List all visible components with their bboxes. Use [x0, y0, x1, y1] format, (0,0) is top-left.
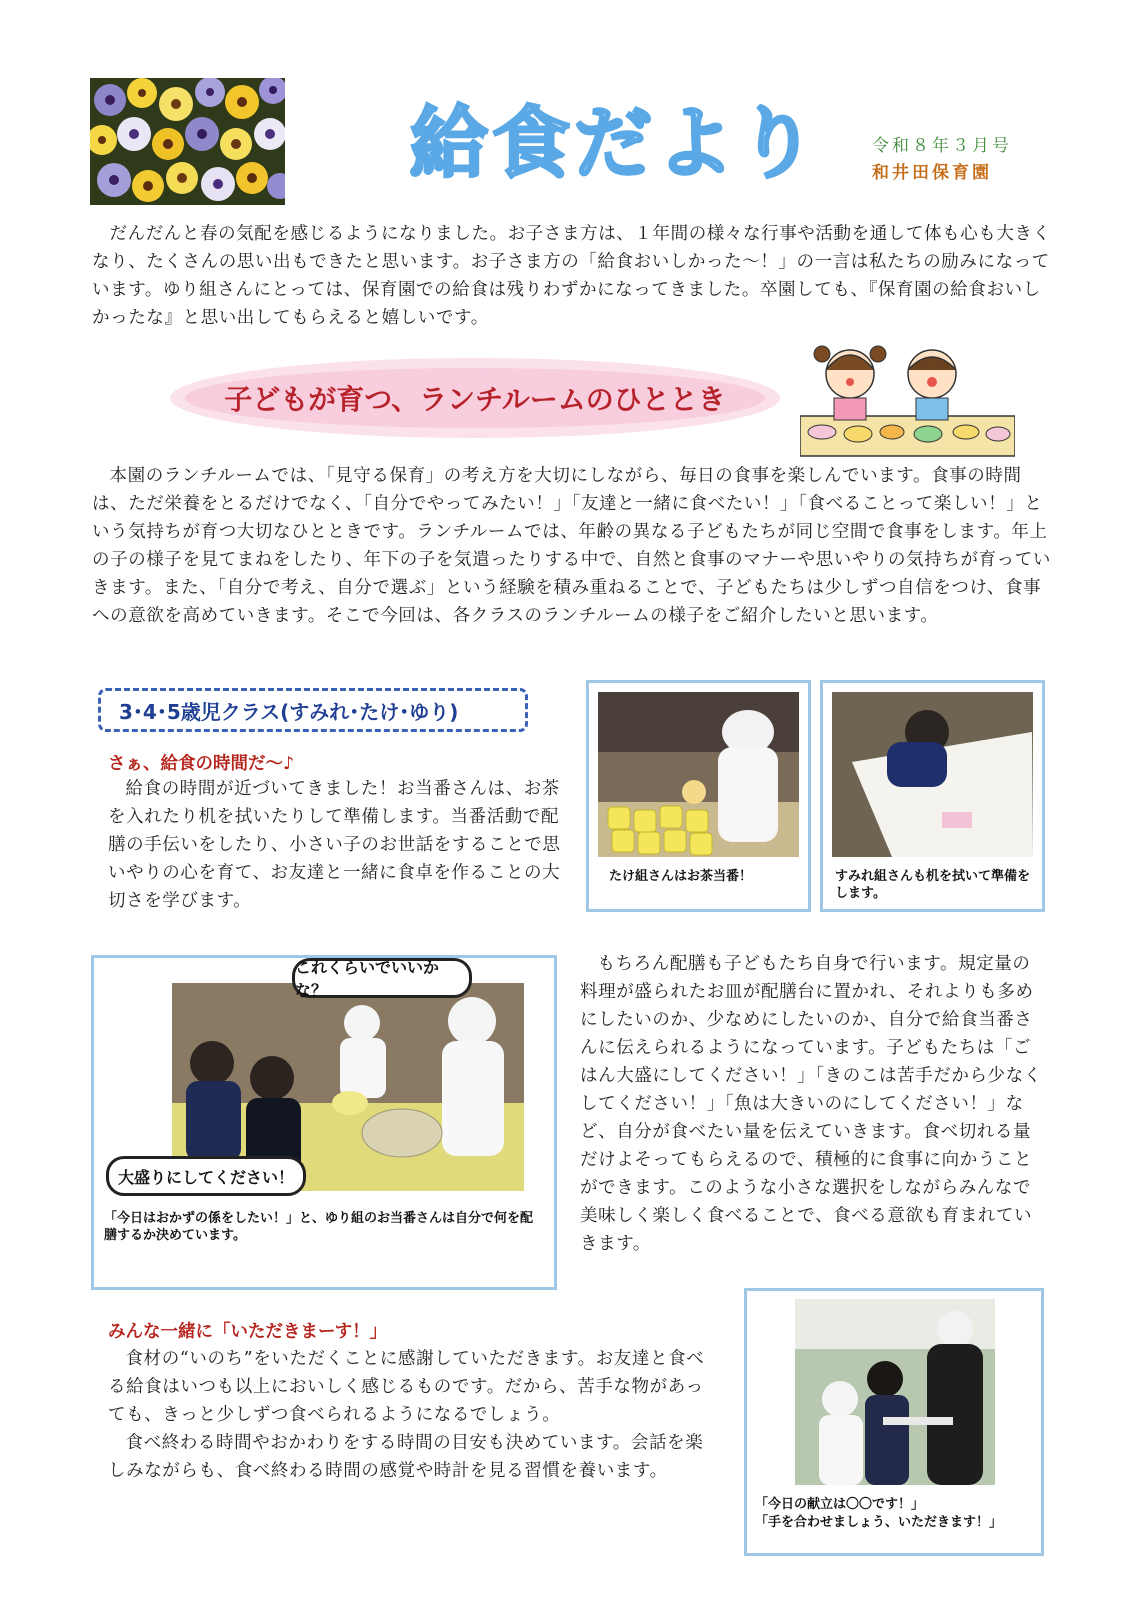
pansy-photo — [90, 78, 285, 205]
menu-announcement-image — [795, 1299, 995, 1485]
photo-wiping-table — [820, 680, 1045, 912]
feature-banner — [165, 352, 785, 444]
photo-serving — [91, 955, 557, 1290]
photo-menu-announcement — [744, 1288, 1044, 1556]
speech-bubble-bottom: 大盛りにしてください！ — [106, 1156, 306, 1196]
serving-text — [580, 950, 1042, 1258]
lunch-time-paragraph: 給食の時間が近づいてきました！お当番さんは、お茶を入れたり机を拭いたりして準備します。当番活動で配膳の手伝いをしたり、小さい子のお世話をすることで思いやりの心を育て、お友達と一緒に食卓を作ることの大切さを学びます。 — [108, 779, 561, 911]
issue-date: 令和８年３月号 — [872, 136, 1012, 156]
menu-caption-1: 「今日の献立は〇〇です！」 — [755, 1497, 925, 1512]
intro-paragraph: だんだんと春の気配を感じるようになりました。お子さま方は、１年間の様々な行事や活動を通して体も心も大きくなり、たくさんの思い出もできたと思います。お子さま方の「給食おいしかった～！」の一言は私たちの励みになっています。ゆり組さんにとっては、保育園での給食は残りわずかになってきました。卒園しても、『保育園の給食おいしかったな』と思い出してもらえると嬉しいです。 — [92, 224, 1051, 328]
tea-duty-caption: たけ組さんはお茶当番！ — [609, 869, 753, 884]
title-text: 給食だより — [410, 99, 810, 189]
intro-text — [92, 220, 1052, 332]
menu-caption-2: 「手を合わせましょう、いただきます！」 — [755, 1515, 1003, 1530]
subheading-lunch-time: さぁ、給食の時間だ～♪ — [108, 754, 295, 774]
feature-paragraph: 本園のランチルームでは、「見守る保育」の考え方を大切にしながら、毎日の食事を楽しんでいます。食事の時間は、ただ栄養をとるだけでなく、「自分でやってみたい！」「友達と一緒に食べたい！」「食べることって楽しい！」という気持ちが育つ大切なひとときです。ランチルームでは、年齢の異なる子どもたちが同じ空間で食事をします。年上の子の様子を見てまねをしたり、年下の子を気遣ったりする中で、自然と食事のマナーや思いやりの気持ちが育っていきます。また、「自分で考え、自分で選ぶ」という経験を積み重ねることで、子どもたちは少しずつ自信をつけ、食事への意欲を高めていきます。そこで今回は、各クラスのランチルームの様子をご紹介したいと思います。 — [92, 466, 1051, 626]
subheading-itadakimasu: みんな一緒に「いただきまーす！」 — [108, 1322, 388, 1342]
tea-duty-image — [598, 692, 799, 857]
itadakimasu-paragraph-2: 食べ終わる時間やおかわりをする時間の目安も決めています。会話を楽しみながらも、食べ終わる時間の感覚や時計を見る習慣を養います。 — [108, 1433, 704, 1481]
serving-caption: 「今日はおかずの係をしたい！」と、ゆり組のお当番さんは自分で何を配膳するか決めています。 — [104, 1211, 534, 1243]
photo-tea-duty — [586, 680, 811, 912]
class-section-title: 3･4･5歳児クラス(すみれ･たけ･ゆり) — [98, 688, 528, 732]
newsletter-title — [410, 92, 810, 192]
nursery-name: 和井田保育園 — [872, 163, 992, 183]
children-eating-illustration — [800, 340, 1015, 458]
banner-title: 子どもが育つ、ランチルームのひととき — [224, 383, 726, 416]
serving-paragraph: もちろん配膳も子どもたち自身で行います。規定量の料理が盛られたお皿が配膳台に置かれ、それよりも多めにしたいのか、少なめにしたいのか、自分で給食当番さんに伝えられるようになっています。子どもたちは「ごはん大盛にしてください！」「きのこは苦手だから少なくしてください！」「魚は大きいのにしてください！」など、自分が食べたい量を伝えていきます。食べ切れる量だけよそってもらえるので、積極的に食事に向かうことができます。このような小さな選択をしながらみんなで美味しく楽しく食べることで、食べる意欲も育まれていきます。 — [580, 954, 1042, 1254]
speech-bubble-top: これくらいでいいかな？ — [292, 958, 472, 998]
lunch-time-text — [108, 775, 563, 915]
issue-info — [872, 133, 1072, 187]
itadakimasu-paragraph-1: 食材の“いのち”をいただくことに感謝していただきます。お友達と食べる給食はいつも以上においしく感じるものです。だから、苦手な物があっても、きっと少しずつ食べられるようになるでしょう。 — [108, 1349, 705, 1425]
wiping-table-caption: すみれ組さんも机を拭いて準備をします。 — [835, 869, 1031, 901]
wiping-table-image — [832, 692, 1033, 857]
itadakimasu-text — [108, 1345, 720, 1485]
feature-text — [92, 462, 1052, 630]
